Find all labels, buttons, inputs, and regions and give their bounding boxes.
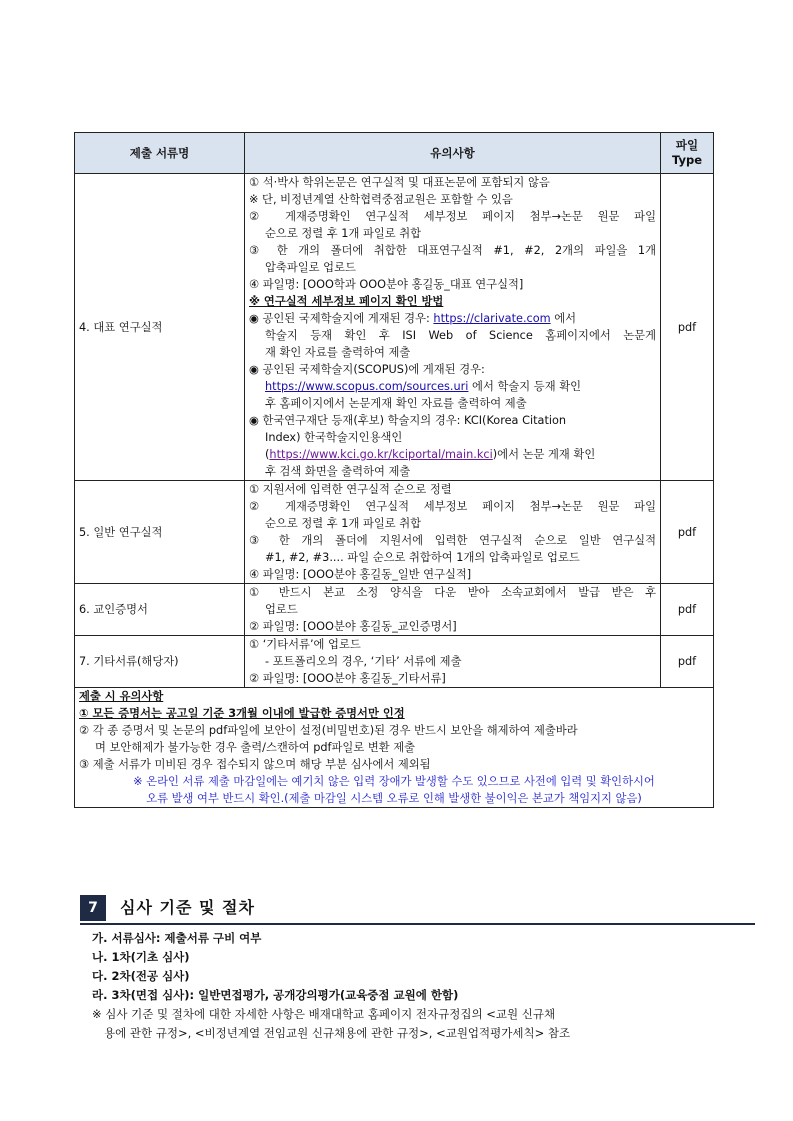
note-line	[249, 378, 656, 395]
note-line: ② 게재증명확인 연구실적 세부정보 페이지 첨부→논문 원문 파일	[249, 210, 656, 223]
doc-name-general-research: 5. 일반 연구실적	[75, 481, 245, 584]
scopus-link[interactable]: https://www.scopus.com/sources.uri	[265, 380, 469, 393]
note-line: ① 반드시 본교 소정 양식을 다운 받아 소속교회에서 발급 받은 후	[249, 586, 656, 599]
note-text: 에서 학술지 등재 확인	[468, 380, 582, 393]
table-row	[75, 636, 714, 688]
note-line: ① 지원서에 입력한 연구실적 순으로 정렬	[249, 483, 452, 496]
note-text: (	[265, 448, 270, 461]
precaution-line: ③ 제출 서류가 미비된 경우 접수되지 않으며 해당 부분 심사에서 제외됨	[79, 758, 431, 771]
section-heading	[80, 895, 755, 925]
kci-link[interactable]: https://www.kci.go.kr/kciportal/main.kci	[269, 448, 493, 461]
notes-church-certificate	[245, 584, 661, 636]
note-line: 재 확인 자료를 출력하여 제출	[265, 346, 411, 359]
screening-criteria-list	[92, 929, 742, 1043]
note-text: 에서	[550, 312, 577, 325]
note-line: ① 석·박사 학위논문은 연구실적 및 대표논문에 포함되지 않음	[249, 176, 550, 189]
note-line: ③ 한 개의 폴더에 취합한 대표연구실적 #1, #2, 2개의 파일을 1개	[249, 244, 656, 257]
note-line: ② 파일명: [OOO분야 홍길동_교인증명서]	[249, 620, 457, 633]
note-line: ※ 단, 비정년계열 산학협력중점교원은 포함할 수 있음	[249, 193, 513, 206]
note-line: 학술지 등재 확인 후 ISI Web of Science 홈페이지에서 논문게	[265, 329, 656, 342]
section-title: 심사 기준 및 절차	[120, 898, 255, 917]
submission-precautions	[75, 688, 714, 808]
note-line	[249, 310, 656, 327]
note-line	[249, 446, 656, 463]
header-file-type-line2: Type	[671, 153, 702, 167]
note-line: ◉ 한국연구재단 등재(후보) 학술지의 경우: KCI(Korea Citation	[249, 414, 567, 427]
precaution-note-line: ※ 온라인 서류 제출 마감일에는 예기치 않은 입력 장애가 발생할 수도 있으므로 사전에 입력 및 확인하시어	[133, 775, 655, 788]
precaution-line: ② 각 종 증명서 및 논문의 pdf파일에 보안이 설정(비밀번호)된 경우 반드시 보안을 해제하여 제출바라	[79, 724, 578, 737]
criteria-item: 가. 서류심사: 제출서류 구비 여부	[92, 931, 262, 945]
precautions-title: 제출 시 유의사항	[79, 690, 164, 703]
table-row	[75, 481, 714, 584]
criteria-note: 용에 관한 규정>, <비정년계열 전임교원 신규채용에 관한 규정>, <교원업적평가세칙> 참조	[104, 1026, 571, 1040]
note-line: ④ 파일명: [OOO분야 홍길동_일반 연구실적]	[249, 568, 472, 581]
note-line: 압축파일로 업로드	[265, 261, 356, 274]
section-number-badge: 7	[80, 895, 106, 921]
note-line: 순으로 정렬 후 1개 파일로 취합	[265, 517, 422, 530]
note-subheading: ※ 연구실적 세부정보 페이지 확인 방법	[249, 295, 444, 308]
header-document-name: 제출 서류명	[75, 133, 245, 174]
table-row	[75, 584, 714, 636]
doc-name-church-certificate: 6. 교인증명서	[75, 584, 245, 636]
note-line: ① ‘기타서류’에 업로드	[249, 638, 361, 651]
criteria-item: 나. 1차(기초 심사)	[92, 950, 190, 964]
note-line: #1, #2, #3.... 파일 순으로 취합하여 1개의 압축파일로 업로드	[265, 551, 580, 564]
note-line: ② 게재증명확인 연구실적 세부정보 페이지 첨부→논문 원문 파일	[249, 500, 656, 513]
header-file-type-line1: 파일	[675, 138, 699, 152]
note-line: 업로드	[265, 603, 298, 616]
submission-documents-table	[74, 132, 714, 808]
note-text: ◉ 공인된 국제학술지에 게재된 경우:	[249, 312, 434, 325]
criteria-note: ※ 심사 기준 및 절차에 대한 자세한 사항은 배재대학교 홈페이지 전자규정집의 <교원 신규채	[92, 1007, 556, 1021]
table-header-row	[75, 133, 714, 174]
notes-general-research	[245, 481, 661, 584]
precaution-note-line: 오류 발생 여부 반드시 확인.(제출 마감일 시스템 오류로 인해 발생한 불이익은 본교가 책임지지 않음)	[146, 792, 642, 805]
file-type-cell: pdf	[661, 481, 714, 584]
notes-other-documents	[245, 636, 661, 688]
table-footer-row	[75, 688, 714, 808]
doc-name-representative-research: 4. 대표 연구실적	[75, 174, 245, 481]
header-file-type	[661, 133, 714, 174]
note-line: ③ 한 개의 폴더에 지원서에 입력한 연구실적 순으로 일반 연구실적	[249, 534, 656, 547]
note-line: 후 검색 화면을 출력하여 제출	[265, 465, 411, 478]
note-line: - 포트폴리오의 경우, ‘기타’ 서류에 제출	[265, 655, 462, 668]
table-row	[75, 174, 714, 481]
file-type-cell: pdf	[661, 636, 714, 688]
note-line: ② 파일명: [OOO분야 홍길동_기타서류]	[249, 672, 446, 685]
header-notes: 유의사항	[245, 133, 661, 174]
note-line: Index) 한국학술지인용색인	[265, 431, 403, 444]
note-line: ④ 파일명: [OOO학과 OOO분야 홍길동_대표 연구실적]	[249, 278, 524, 291]
doc-name-other-documents: 7. 기타서류(해당자)	[75, 636, 245, 688]
note-line: 후 홈페이지에서 논문게재 확인 자료를 출력하여 제출	[265, 397, 527, 410]
criteria-item: 다. 2차(전공 심사)	[92, 969, 190, 983]
note-line: ◉ 공인된 국제학술지(SCOPUS)에 게재된 경우:	[249, 363, 485, 376]
criteria-item: 라. 3차(면접 심사): 일반면접평가, 공개강의평가(교육중점 교원에 한함)	[92, 988, 459, 1002]
notes-representative-research	[245, 174, 661, 481]
file-type-cell: pdf	[661, 174, 714, 481]
precaution-line: 며 보안해제가 불가능한 경우 출력/스캔하여 pdf파일로 변환 제출	[95, 741, 416, 754]
clarivate-link[interactable]: https://clarivate.com	[433, 312, 551, 325]
file-type-cell: pdf	[661, 584, 714, 636]
note-line: 순으로 정렬 후 1개 파일로 취합	[265, 227, 422, 240]
precaution-line: ① 모든 증명서는 공고일 기준 3개월 이내에 발급한 증명서만 인정	[79, 707, 405, 720]
note-text: )에서 논문 게재 확인	[492, 448, 596, 461]
